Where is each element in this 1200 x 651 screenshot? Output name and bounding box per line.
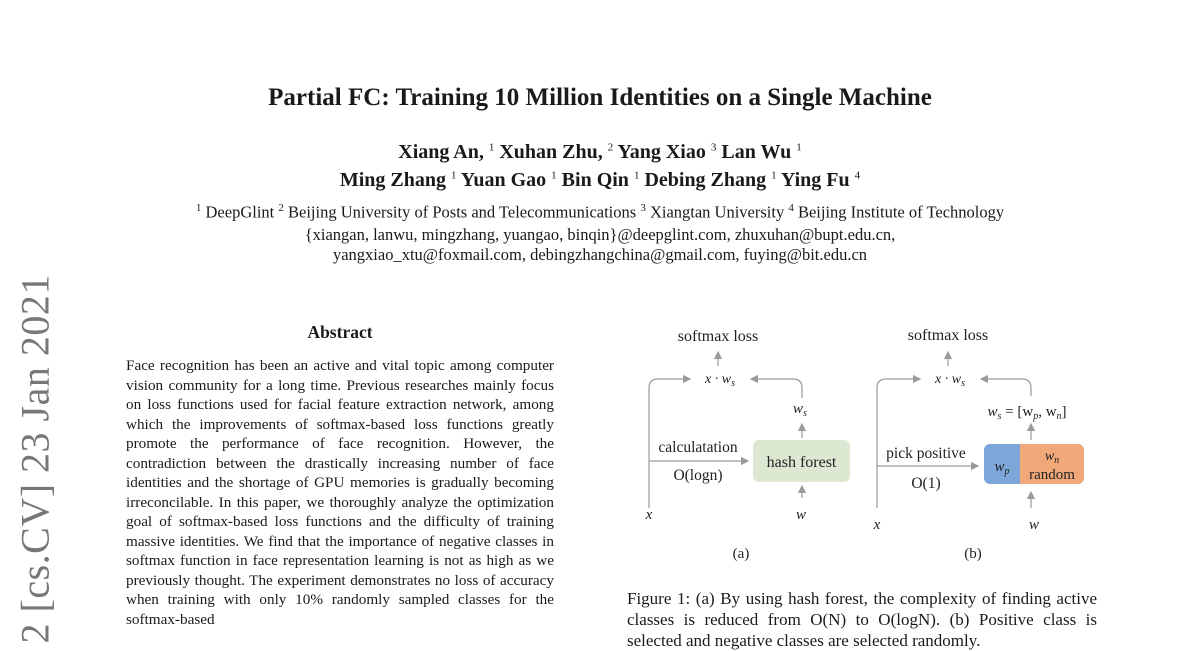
b-right-bracket-line <box>981 379 1031 396</box>
emails-line-2: yangxiao_xtu@foxmail.com, debingzhangchina@gmail.com, fuying@bit.edu.cn <box>332 245 868 264</box>
a-panel-label: (a) <box>732 546 750 562</box>
b-softmax-loss-label: softmax loss <box>907 327 989 344</box>
b-wp-label: $w_p$ <box>994 459 1010 477</box>
author-name: Yang Xiao <box>617 141 706 163</box>
a-arrow-bottom-label: O(logn) <box>673 467 723 484</box>
author-affiliation-mark: 1 <box>450 169 457 182</box>
author-affiliation-mark: 3 <box>710 141 717 154</box>
a-right-bracket-line <box>751 379 802 398</box>
author-name: Xiang An, <box>398 141 484 163</box>
author-name: Ming Zhang <box>339 169 446 191</box>
affiliation-name: Beijing Institute of Technology <box>793 202 1005 222</box>
affiliation-mark: 2 <box>278 202 284 214</box>
author-affiliation-mark: 1 <box>771 169 777 182</box>
a-ws-label: $w_s$ <box>793 401 807 419</box>
affiliation-mark: 3 <box>640 202 646 214</box>
a-w-label: w <box>795 507 807 523</box>
b-ws-equation: $w_s = [w_p$, $w_n$] <box>987 404 1067 422</box>
arxiv-stamp: 2 [cs.CV] 23 Jan 2021 <box>12 274 58 644</box>
emails-line-1: {xiangan, lanwu, mingzhang, yuangao, binqin}@deepglint.com, zhuxuhan@bupt.edu.cn, <box>304 225 896 244</box>
author-name: Ying Fu <box>780 169 850 191</box>
a-softmax-loss-label: softmax loss <box>677 328 759 345</box>
author-name: Xuhan Zhu, <box>499 141 603 163</box>
a-hash-forest-label: hash forest <box>766 454 837 471</box>
author-affiliation-mark: 4 <box>854 169 861 182</box>
abstract-heading: Abstract <box>307 322 373 342</box>
a-product-label: $x \cdot w_s$ <box>705 372 735 389</box>
affiliation-name: Beijing University of Posts and Telecommunications <box>283 202 637 222</box>
a-x-label: x <box>645 507 653 523</box>
abstract-text: Face recognition has been an active and vital topic among computer vision community for a long time. Previous researches mainly focus on loss functions used for facial feature extraction network, among which the improvements of softmax-based loss functions greatly promote the performance of face recognition. However, the contradiction between the drastically increasing number of face identities and the shortage of GPU memories is gradually becoming irreconcilable. In this paper, we thoroughly analyze the optimization goal of softmax-based loss functions and the difficulty of training massive identities. We find that the importance of negative classes in softmax function in face representation learning is not as high as we previously thought. The experiment demonstrates no loss of accuracy when training with only 10% randomly sampled classes for the softmax-based <box>126 357 554 628</box>
b-product-label: $x \cdot w_s$ <box>935 372 965 389</box>
author-affiliation-mark: 1 <box>796 141 802 154</box>
author-affiliation-mark: 1 <box>551 169 557 182</box>
b-arrow-bottom-label: O(1) <box>911 475 941 492</box>
a-arrow-top-label: calculatation <box>658 439 738 456</box>
b-wn-label: $w_n$ <box>1044 449 1060 466</box>
author-name: Bin Qin <box>561 169 629 191</box>
author-affiliation-mark: 2 <box>607 141 614 154</box>
figure-panel-b <box>873 327 1084 562</box>
b-w-label: w <box>1028 517 1040 533</box>
author-name: Debing Zhang <box>644 169 767 191</box>
author-affiliation-mark: 1 <box>633 169 640 182</box>
author-name: Lan Wu <box>721 141 792 163</box>
b-panel-label: (b) <box>964 546 982 562</box>
author-affiliation-mark: 1 <box>488 141 495 154</box>
b-arrow-top-label: pick positive <box>886 445 966 462</box>
figure-panel-a <box>645 328 850 562</box>
b-random-label: random <box>1029 467 1075 483</box>
affiliation-mark: 1 <box>195 202 202 214</box>
paper-title: Partial FC: Training 10 Million Identities on a Single Machine <box>268 84 932 111</box>
author-name: Yuan Gao <box>460 169 547 191</box>
b-x-label: x <box>873 517 881 533</box>
figure-caption: Figure 1: (a) By using hash forest, the complexity of finding active classes is reduced from O(N) to O(logN). (b) Positive class is selected and negative classes are selected randomly. <box>627 589 1097 650</box>
affiliation-name: Xiangtan University <box>645 202 785 222</box>
affiliation-mark: 4 <box>788 202 794 214</box>
affiliation-name: DeepGlint <box>201 202 275 222</box>
